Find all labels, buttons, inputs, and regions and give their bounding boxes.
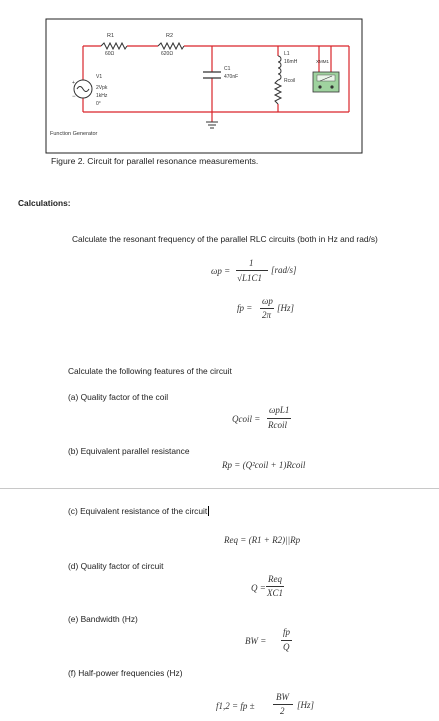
- rcoil-label: Rcoil: [284, 78, 296, 84]
- rcoil-resistor: [275, 80, 281, 104]
- section-title: Calculations:: [18, 198, 71, 208]
- item-b-formula: Rp = (Q²coil + 1)Rcoil: [222, 460, 306, 470]
- r1-label: R1: [107, 33, 115, 39]
- l1-inductor: [278, 56, 281, 80]
- item-e-num: fp: [283, 627, 291, 637]
- item-b-label: (b) Equivalent parallel resistance: [68, 446, 190, 456]
- eq-fp-num: ωp: [262, 296, 273, 306]
- intro-text: Calculate the resonant frequency of the parallel RLC circuits (both in Hz and rad/s): [72, 234, 378, 244]
- item-f-unit: [Hz]: [297, 700, 315, 710]
- r1-resistor: [101, 43, 127, 49]
- fraction-bar: [281, 640, 292, 641]
- item-c-text: (c) Equivalent resistance of the circuit: [68, 506, 208, 516]
- item-d-lhs: Q =: [251, 583, 266, 593]
- r1-value: 60Ω: [105, 51, 115, 57]
- item-d-den: XC1: [267, 588, 284, 598]
- item-d-num: Req: [268, 574, 282, 584]
- r2-value: 620Ω: [161, 51, 174, 57]
- eq-omega-lhs: ωp =: [211, 266, 231, 276]
- eq-fp-lhs: fp =: [237, 303, 253, 313]
- fraction-bar: [236, 270, 268, 271]
- item-a-den: Rcoil: [268, 420, 287, 430]
- v1-phase: 0°: [96, 101, 101, 107]
- multimeter: [313, 72, 339, 92]
- source-caption: Function Generator: [50, 131, 98, 137]
- svg-text:+: +: [72, 80, 75, 86]
- l1-value: 16mH: [284, 59, 298, 65]
- item-e-label: (e) Bandwidth (Hz): [68, 614, 138, 624]
- item-f-num: BW: [276, 692, 289, 702]
- item-e-den: Q: [283, 642, 290, 652]
- item-f-den: 2: [280, 706, 285, 716]
- fraction-bar: [273, 704, 293, 705]
- item-a-label: (a) Quality factor of the coil: [68, 392, 169, 402]
- eq-fp-den: 2π: [262, 310, 272, 320]
- svg-text:−: −: [72, 94, 76, 100]
- c1-label: C1: [224, 66, 231, 72]
- item-a-lhs: Qcoil =: [232, 414, 261, 424]
- v1-frequency: 1kHz: [96, 93, 108, 99]
- c1-capacitor: [203, 72, 221, 78]
- item-f-label: (f) Half-power frequencies (Hz): [68, 668, 183, 678]
- item-d-label: (d) Quality factor of circuit: [68, 561, 164, 571]
- ac-source: [72, 80, 92, 100]
- features-intro: Calculate the following features of the circuit: [68, 366, 232, 376]
- item-e-lhs: BW =: [245, 636, 267, 646]
- item-c-formula: Req = (R1 + R2)||Rp: [224, 535, 301, 545]
- v1-amplitude: 2Vpk: [96, 85, 108, 91]
- meter-label: XMM1: [316, 59, 330, 64]
- fraction-bar: [267, 418, 291, 419]
- r2-label: R2: [166, 33, 174, 39]
- l1-label: L1: [284, 51, 290, 57]
- ground-symbol: [206, 122, 218, 128]
- item-a-num: ωpL1: [269, 405, 290, 415]
- c1-value: 470nF: [224, 74, 239, 80]
- circuit-schematic: [45, 18, 365, 156]
- text-cursor: [208, 506, 209, 516]
- v1-label: V1: [96, 74, 103, 80]
- fraction-bar: [266, 586, 284, 587]
- item-c-label: [68, 506, 209, 516]
- eq-omega-num: 1: [249, 258, 254, 268]
- section-divider: [0, 488, 439, 489]
- fraction-bar: [260, 308, 274, 309]
- eq-fp-unit: [Hz]: [277, 303, 295, 313]
- item-f-lhs: f1,2 = fp ±: [216, 701, 255, 711]
- figure-caption: Figure 2. Circuit for parallel resonance measurements.: [51, 156, 259, 166]
- eq-omega-unit: [rad/s]: [271, 265, 297, 275]
- r2-resistor: [158, 43, 184, 49]
- eq-omega-den: √L1C1: [237, 273, 262, 283]
